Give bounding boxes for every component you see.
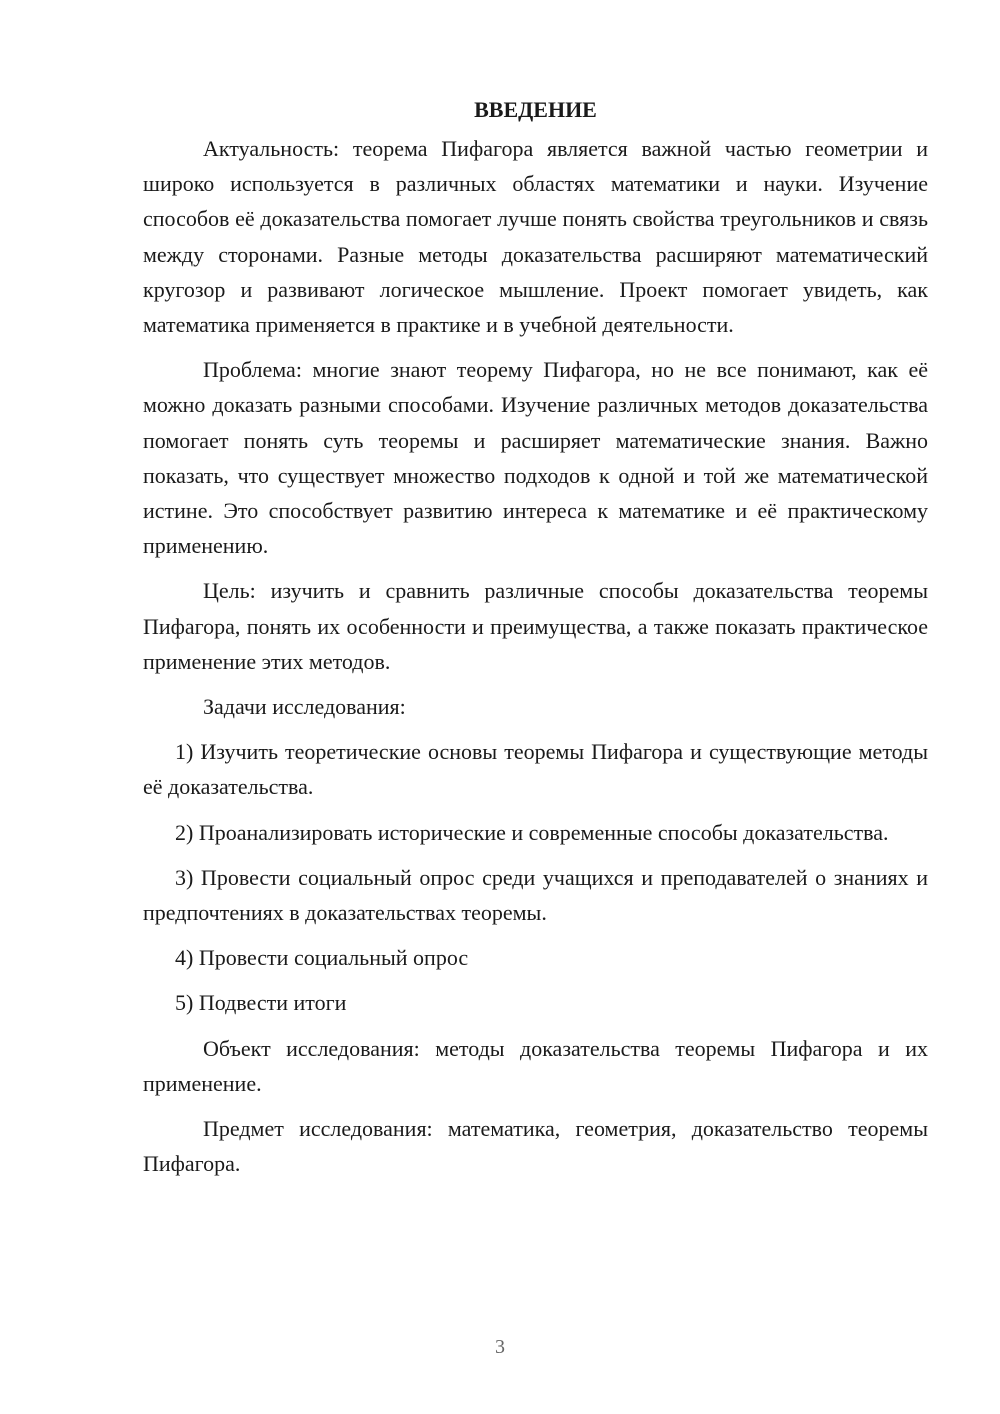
page-number: 3: [495, 1336, 505, 1358]
task-item: 3) Провести социальный опрос среди учащихся и преподавателей о знаниях и предпочтениях в доказательствах теоремы.: [143, 864, 928, 926]
relevance-paragraph: Актуальность: теорема Пифагора является важной частью геометрии и широко используется в различных областях математики и науки. Изучение способов её доказательства помогает лучше понять свойства треугольников и связь между сторонами. Разные методы доказательства расширяют математический кругозор и развивают логическое мышление. Проект помогает увидеть, как математика применяется в практике и в учебной деятельности.: [143, 136, 928, 338]
task-item: 1) Изучить теоретические основы теоремы Пифагора и существующие методы её доказательства.: [143, 739, 928, 800]
task-item: 5) Подвести итоги: [175, 990, 347, 1016]
problem-paragraph: Проблема: многие знают теорему Пифагора, но не все понимают, как её можно доказать разными способами. Изучение различных методов доказательства помогает понять суть теоремы и расширяет математические знания. Важно показать, что существует множество подходов к одной и той же математической истине. Это способствует развитию интереса к математике и её практическому применению.: [143, 357, 928, 559]
goal-paragraph: Цель: изучить и сравнить различные способы доказательства теоремы Пифагора, понять их особенности и преимущества, а также показать практическое применение этих методов.: [143, 578, 928, 674]
tasks-heading: Задачи исследования:: [203, 694, 406, 720]
document-page: [143, 92, 928, 1191]
subject-paragraph: Предмет исследования: математика, геометрия, доказательство теоремы Пифагора.: [143, 1116, 928, 1177]
section-title: ВВЕДЕНИЕ: [474, 97, 597, 122]
task-item: 4) Провести социальный опрос: [175, 945, 469, 971]
tasks-list: [143, 734, 928, 1020]
object-paragraph: Объект исследования: методы доказательства теоремы Пифагора и их применение.: [143, 1035, 928, 1096]
task-item: 2) Проанализировать исторические и современные способы доказательства.: [175, 819, 889, 845]
